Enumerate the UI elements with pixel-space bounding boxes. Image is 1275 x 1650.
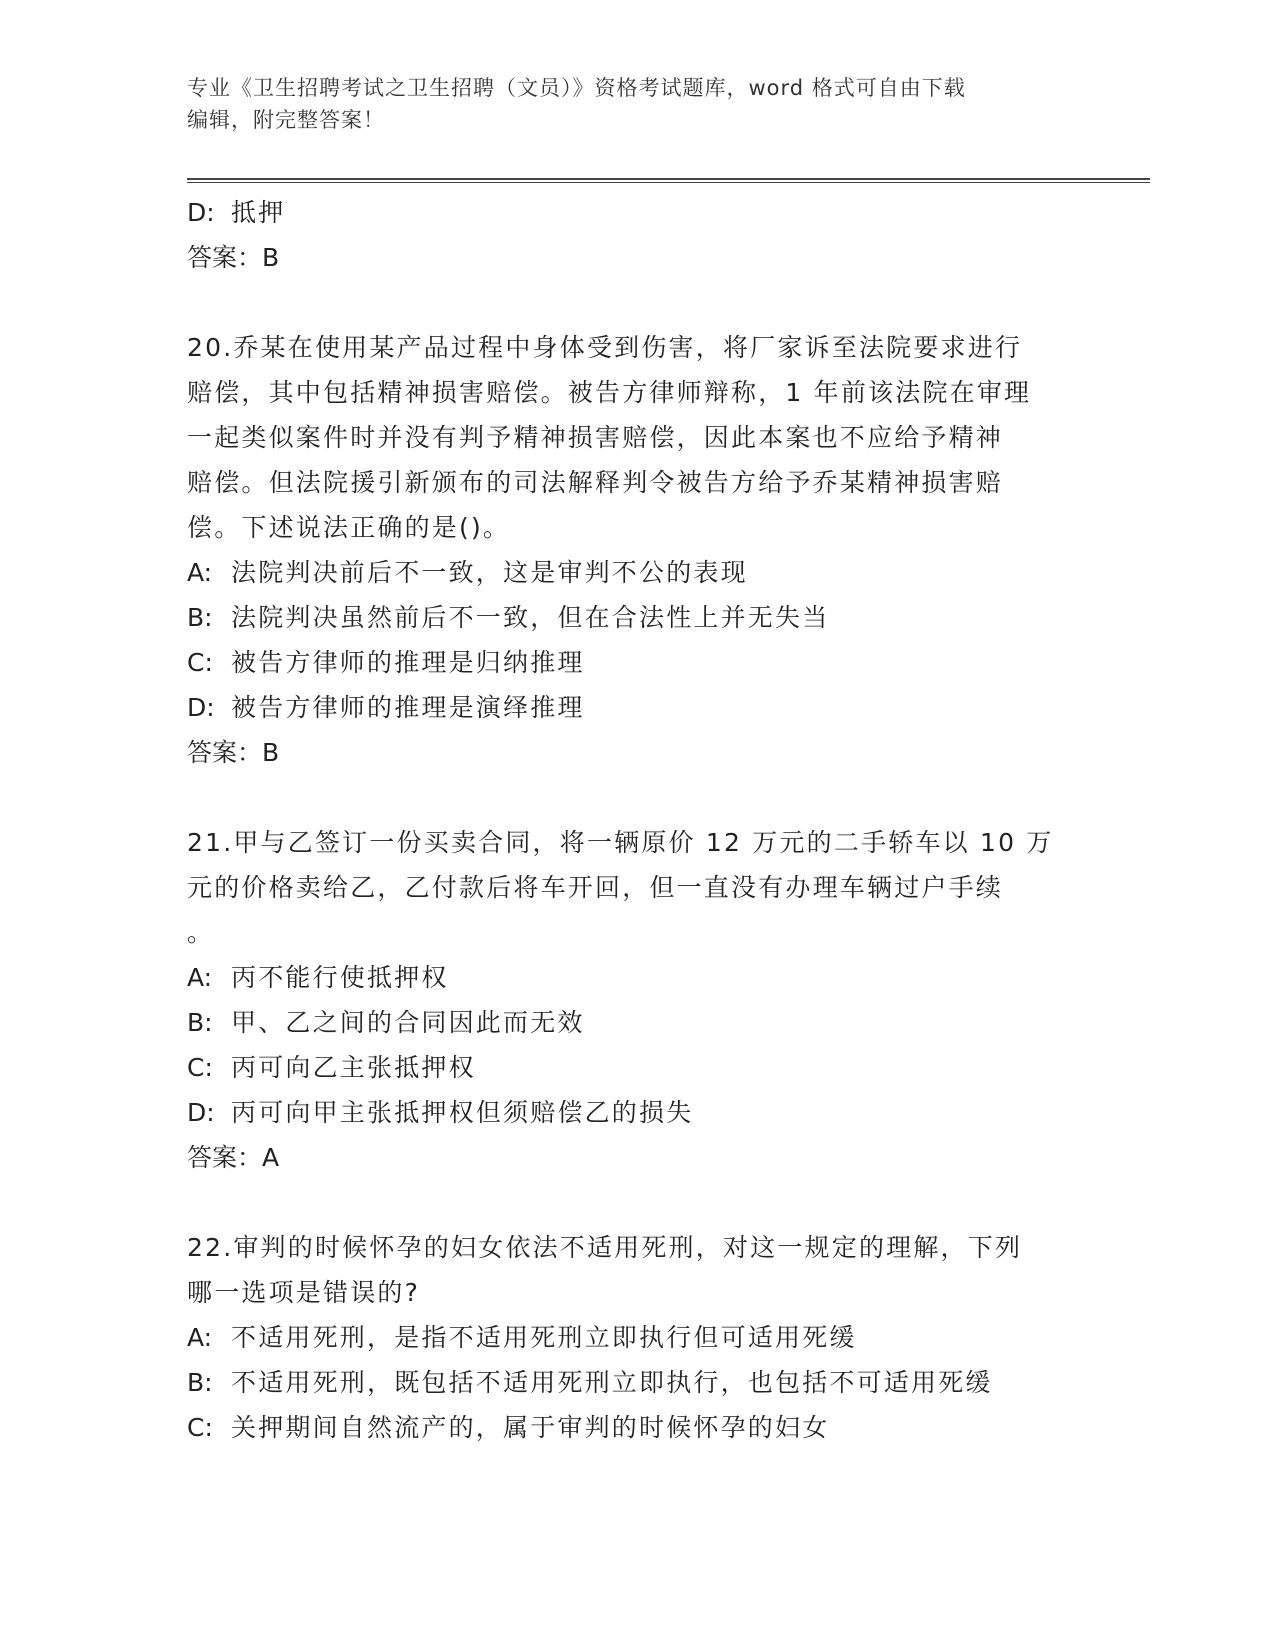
option-text: 不适用死刑，是指不适用死刑立即执行但可适用死缓	[231, 1323, 857, 1352]
option-text: 被告方律师的推理是归纳推理	[231, 648, 585, 677]
option-text: 丙不能行使抵押权	[231, 963, 449, 992]
question-22	[187, 1225, 1087, 1450]
option-text: 法院判决前后不一致，这是审判不公的表现	[231, 558, 748, 587]
answer-label: 答案：	[187, 738, 263, 767]
question-stem-line: 元的价格卖给乙，乙付款后将车开回，但一直没有办理车辆过户手续	[187, 873, 1004, 902]
option-b	[187, 595, 1087, 640]
option-text: 甲、乙之间的合同因此而无效	[231, 1008, 585, 1037]
option-letter: C:	[187, 648, 213, 677]
header-divider-thick	[187, 178, 1150, 180]
question-stem-line: 22.审判的时候怀孕的妇女依法不适用死刑，对这一规定的理解，下列	[187, 1233, 1023, 1262]
option-text: 不适用死刑，既包括不适用死刑立即执行，也包括不可适用死缓	[231, 1368, 993, 1397]
option-letter: A:	[187, 963, 213, 992]
question-stem-line: 偿。下述说法正确的是()。	[187, 513, 511, 542]
question-21	[187, 820, 1087, 1180]
question-20	[187, 325, 1087, 775]
question-stem-line: 一起类似案件时并没有判予精神损害赔偿，因此本案也不应给予精神	[187, 423, 1004, 452]
answer-value: A	[262, 1143, 282, 1172]
option-letter: D:	[187, 693, 215, 722]
header-divider-thin	[187, 182, 1150, 183]
option-text: 法院判决虽然前后不一致，但在合法性上并无失当	[231, 603, 830, 632]
option-text: 被告方律师的推理是演绎推理	[231, 693, 585, 722]
option-c	[187, 1045, 1087, 1090]
prev-answer	[187, 235, 1087, 280]
question-stem-line: 。	[187, 918, 215, 947]
option-letter: B:	[187, 603, 213, 632]
option-letter: B:	[187, 1008, 213, 1037]
question-stem-line: 哪一选项是错误的?	[187, 1278, 421, 1307]
answer-value: B	[262, 738, 282, 767]
option-letter: C:	[187, 1053, 213, 1082]
answer-label: 答案：	[187, 243, 263, 272]
option-a	[187, 955, 1087, 1000]
option-b	[187, 1000, 1087, 1045]
question-stem-line: 20.乔某在使用某产品过程中身体受到伤害，将厂家诉至法院要求进行	[187, 333, 1023, 362]
option-d	[187, 685, 1087, 730]
question-stem-line: 21.甲与乙签订一份买卖合同，将一辆原价 12 万元的二手轿车以 10 万	[187, 828, 1054, 857]
answer-line	[187, 730, 1087, 775]
question-stem-line: 赔偿。但法院援引新颁布的司法解释判令被告方给予乔某精神损害赔	[187, 468, 1004, 497]
option-a	[187, 1315, 1087, 1360]
answer-label: 答案：	[187, 1143, 263, 1172]
question-stem-line: 赔偿，其中包括精神损害赔偿。被告方律师辩称，1 年前该法院在审理	[187, 378, 1032, 407]
option-text: 丙可向甲主张抵押权但须赔偿乙的损失	[231, 1098, 694, 1127]
option-letter: D:	[187, 198, 215, 227]
option-a	[187, 550, 1087, 595]
option-letter: B:	[187, 1368, 213, 1397]
option-letter: A:	[187, 558, 213, 587]
option-text: 抵押	[231, 198, 286, 227]
option-text: 丙可向乙主张抵押权	[231, 1053, 476, 1082]
spacer	[187, 280, 1087, 325]
spacer	[187, 1180, 1087, 1225]
option-letter: A:	[187, 1323, 213, 1352]
header-line-1: 专业《卫生招聘考试之卫生招聘（文员）》资格考试题库，word 格式可自由下载	[187, 76, 966, 100]
answer-value: B	[262, 243, 282, 272]
option-letter: C:	[187, 1413, 213, 1442]
header-line-2: 编辑，附完整答案！	[187, 108, 385, 132]
document-header	[187, 72, 1087, 136]
option-c	[187, 1405, 1087, 1450]
option-letter: D:	[187, 1098, 215, 1127]
option-b	[187, 1360, 1087, 1405]
answer-line	[187, 1135, 1087, 1180]
spacer	[187, 775, 1087, 820]
prev-option-d	[187, 190, 1087, 235]
question-content	[187, 190, 1087, 1450]
option-text: 关押期间自然流产的，属于审判的时候怀孕的妇女	[231, 1413, 830, 1442]
option-d	[187, 1090, 1087, 1135]
option-c	[187, 640, 1087, 685]
